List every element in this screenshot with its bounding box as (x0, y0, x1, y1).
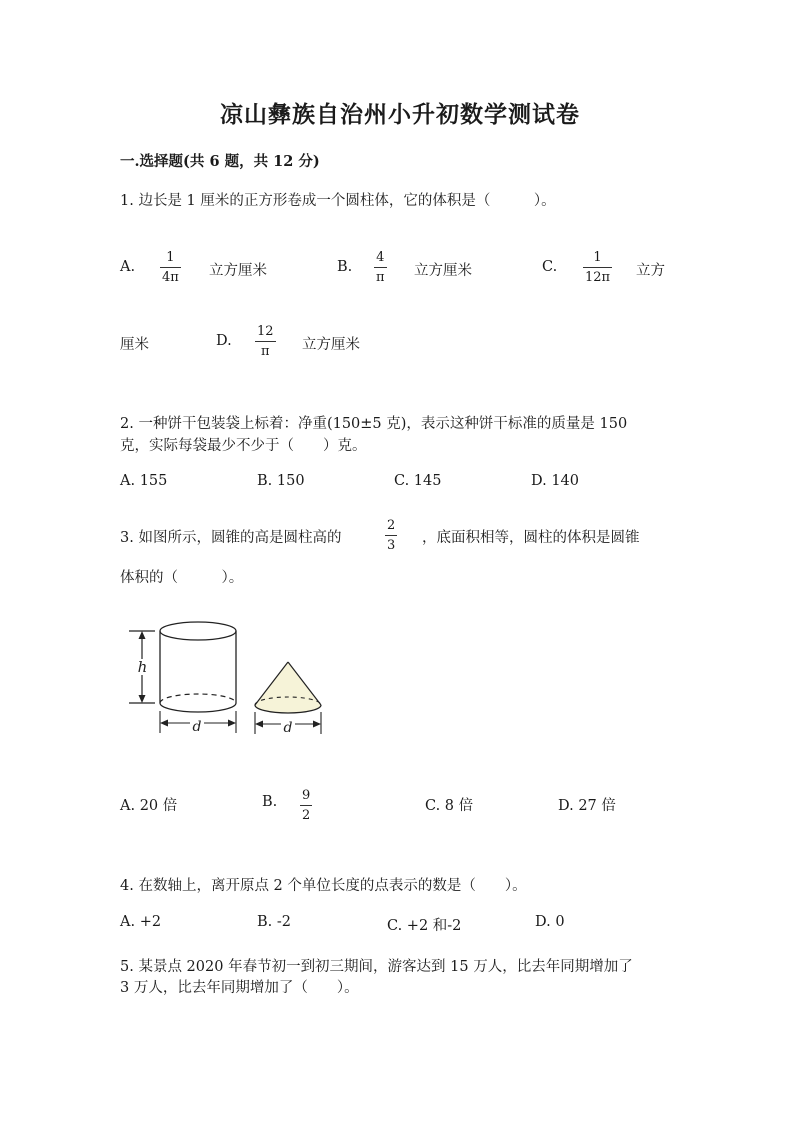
q4-option-b: B. -2 (257, 914, 291, 930)
q2-option-c: C. 145 (394, 473, 442, 489)
question-1-stem: 1. 边长是 1 厘米的正方形卷成一个圆柱体，它的体积是（ ）。 (120, 193, 556, 209)
question-2-line-2: 克，实际每袋最少不少于（ ）克。 (120, 438, 367, 454)
question-3-line-1b: ，底面积相等，圆柱的体积是圆锥 (422, 530, 640, 546)
page-title: 凉山彝族自治州小升初数学测试卷 (220, 101, 580, 128)
height-label: h (137, 658, 148, 676)
q2-option-d: D. 140 (531, 473, 580, 489)
q4-option-a: A. +2 (120, 914, 162, 930)
q3-option-b-label: B. (262, 794, 278, 810)
q3-option-d: D. 27 倍 (558, 798, 616, 814)
question-4-stem: 4. 在数轴上，离开原点 2 个单位长度的点表示的数是（ ）。 (120, 878, 527, 894)
q1-option-d-label: D. (216, 333, 232, 349)
cylinder-cone-figure (125, 615, 345, 740)
cylinder-bottom-front (160, 703, 236, 712)
q1-option-c-unit-cont: 厘米 (120, 337, 149, 353)
q3-option-b-fraction (300, 788, 312, 823)
q1-option-c-unit: 立方 (636, 263, 665, 279)
fraction-denominator: 12π (585, 270, 611, 285)
fraction-denominator: 4π (162, 270, 179, 285)
cylinder-bottom-back (160, 694, 236, 703)
height-arrow-down (139, 695, 146, 703)
q4-option-d: D. 0 (535, 914, 565, 930)
q3-option-a: A. 20 倍 (120, 798, 178, 814)
q1-option-d-unit: 立方厘米 (302, 337, 360, 353)
q3-option-c: C. 8 倍 (425, 798, 474, 814)
fraction-numerator: 4 (376, 250, 385, 265)
question-3-line-1a: 3. 如图所示，圆锥的高是圆柱高的 (120, 530, 342, 546)
q1-option-d-fraction (255, 324, 276, 359)
fraction-bar (385, 535, 397, 536)
cyl-diameter-arrow-right (228, 720, 236, 727)
q1-option-a-unit: 立方厘米 (209, 263, 267, 279)
fraction-denominator: π (261, 344, 270, 359)
fraction-denominator: π (376, 270, 385, 285)
q2-option-a: A. 155 (120, 473, 168, 489)
height-arrow-up (139, 631, 146, 639)
fraction-numerator: 2 (387, 518, 396, 533)
q1-option-b-label: B. (337, 259, 353, 275)
section-heading: 一.选择题(共 6 题，共 12 分) (120, 153, 320, 170)
cyl-diameter-label: d (192, 719, 202, 735)
fraction-bar (160, 267, 181, 268)
q1-option-c-fraction (583, 250, 612, 285)
fraction-bar (583, 267, 612, 268)
q1-option-b-fraction (374, 250, 387, 285)
q1-option-b-unit: 立方厘米 (414, 263, 472, 279)
fraction-numerator: 12 (257, 324, 274, 339)
q1-option-a-fraction (160, 250, 181, 285)
q1-option-c-label: C. (542, 259, 558, 275)
q2-option-b: B. 150 (257, 473, 305, 489)
fraction-denominator: 2 (302, 808, 311, 823)
q4-option-c: C. +2 和-2 (387, 918, 462, 934)
fraction-bar (300, 805, 312, 806)
q3-fraction (385, 518, 397, 553)
cyl-diameter-arrow-left (160, 720, 168, 727)
cone-diameter-arrow-right (313, 721, 321, 728)
question-3-line-2: 体积的（ ）。 (120, 570, 244, 586)
question-2-line-1: 2. 一种饼干包装袋上标着：净重(150±5 克)，表示这种饼干标准的质量是 150 (120, 416, 628, 432)
fraction-bar (374, 267, 387, 268)
fraction-denominator: 3 (387, 538, 396, 553)
fraction-bar (255, 341, 276, 342)
cone-diameter-label: d (283, 720, 293, 736)
cone-diameter-arrow-left (255, 721, 263, 728)
cylinder-top (160, 622, 236, 640)
fraction-numerator: 1 (166, 250, 175, 265)
q1-option-a-label: A. (120, 259, 136, 275)
fraction-numerator: 1 (593, 250, 602, 265)
question-5-line-1: 5. 某景点 2020 年春节初一到初三期间，游客达到 15 万人，比去年同期增加了 (120, 959, 633, 975)
cone-fill (255, 662, 321, 713)
fraction-numerator: 9 (302, 788, 311, 803)
question-5-line-2: 3 万人，比去年同期增加了（ ）。 (120, 980, 359, 996)
